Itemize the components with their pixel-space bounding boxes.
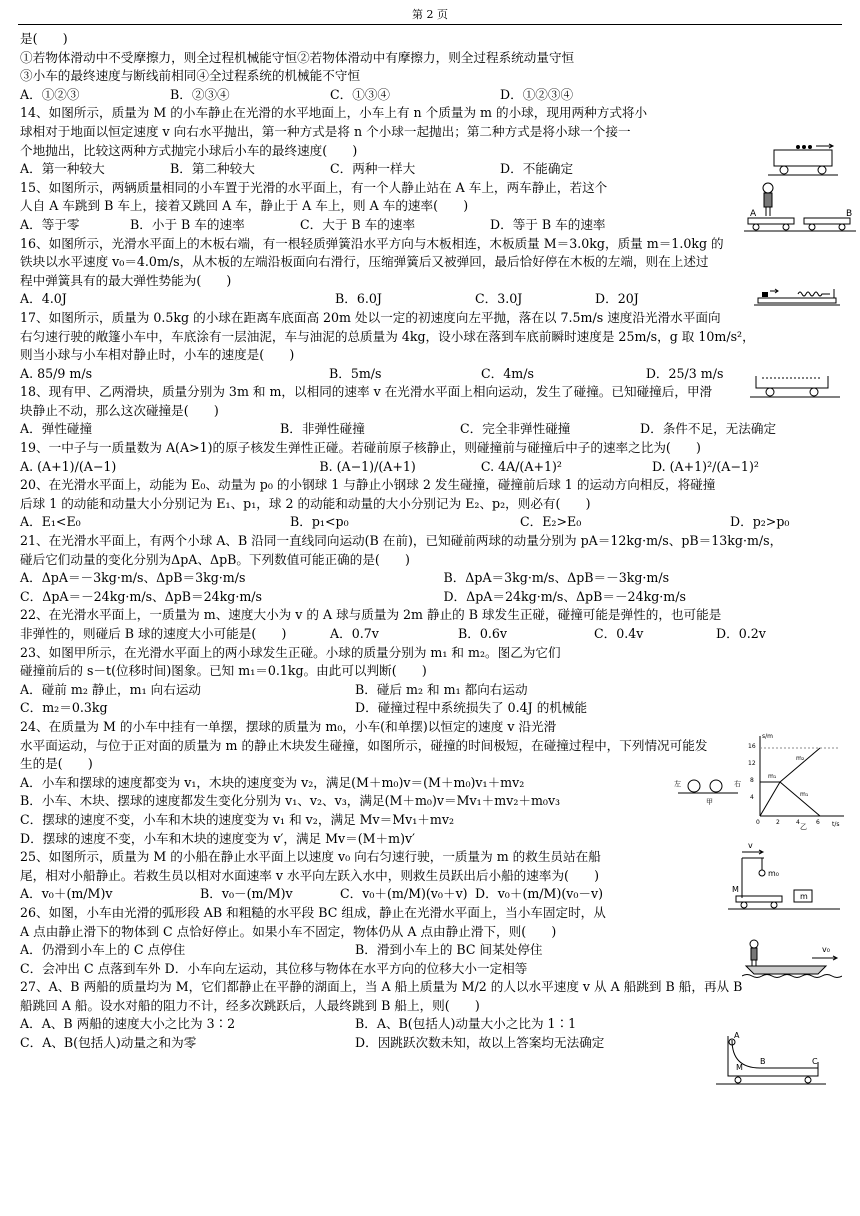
q16-line: 铁块以水平速度 v₀＝4.0m/s，从木板的左端沿板面向右滑行，压缩弹簧后又被弹回，最后恰好停在木板的左端，则在上述过 (20, 254, 709, 270)
q17-truck-figure (750, 372, 840, 400)
q15-line: 15、如图所示，两辆质量相同的小车置于光滑的水平面上，有一个人静止站在 A 车上，两车静止，若这个 (20, 179, 608, 195)
q20-line: 后球 1 的动能和动量大小分别记为 E₁、p₁，球 2 的动能和动量的大小分别记为 E₂、p₂，则必有( ) (20, 495, 591, 511)
q13-options (20, 86, 842, 105)
option: D．25/3 m/s (645, 365, 724, 381)
intro-line: ①若物体滑动中不受摩擦力，则全过程机械能守恒②若物体滑动中有摩擦力，则全过程系统动量守恒 (20, 49, 575, 65)
q23-line: 碰撞前后的 s－t(位移时间)图象。已知 m₁＝0.1kg。由此可以判断( ) (20, 663, 427, 679)
option: D．p₂>p₀ (730, 514, 790, 530)
option: B．第二种较大 (170, 161, 255, 177)
option: A．4.0J (20, 291, 67, 307)
q19-line: 19、一中子与一质量数为 A(A>1)的原子核发生弹性正碰。若碰前原子核静止，则碰撞前与碰撞后中子的速率之比为( ) (20, 440, 701, 456)
q20-line: 20、在光滑水平面上，动能为 E₀、动量为 p₀ 的小钢球 1 与静止小钢球 2 发生碰撞，碰撞前后球 1 的运动方向相反，将碰撞 (20, 477, 716, 493)
option: A．①②③ (20, 86, 80, 102)
option: B．0.6v (458, 626, 507, 641)
q26-option: C．会冲出 C 点落到车外 D．小车向左运动，其位移与物体在水平方向的位移大小一定相等 (20, 960, 528, 976)
option: A．ΔpA＝－3kg·m/s、ΔpB＝3kg·m/s (20, 570, 246, 586)
svg-text:M: M (732, 885, 739, 894)
option: A. 85/9 m/s (20, 365, 93, 381)
q15-options (20, 216, 842, 235)
option: D．不能确定 (500, 161, 574, 177)
q26-line: A 点由静止滑下的物体到 C 点恰好停止。如果小车不固定，物体仍从 A 点由静止滑下，则( ) (20, 923, 557, 939)
svg-text:左: 左 (674, 780, 681, 788)
q22-tail (20, 625, 842, 644)
option: C．ΔpA＝－24kg·m/s、ΔpB＝24kg·m/s (20, 588, 263, 604)
option: C．E₂>E₀ (520, 514, 582, 530)
option: A. (A+1)/(A−1) (20, 458, 117, 474)
q16-options (20, 290, 842, 309)
svg-text:v: v (748, 841, 753, 850)
option: D．碰撞过程中系统损失了 0.4J 的机械能 (355, 700, 588, 716)
svg-text:甲: 甲 (706, 798, 713, 806)
q14-cart-figure (768, 142, 838, 178)
option: C．大于 B 车的速率 (300, 216, 416, 232)
option: B. (A−1)/(A+1) (319, 458, 416, 474)
option: B．小于 B 车的速率 (130, 216, 245, 232)
q15-two-carts-figure (744, 180, 856, 236)
q17-line: 17、如图所示，质量为 0.5kg 的小球在距离车底面高 20m 处以一定的初速度向左平抛，落在以 7.5m/s 速度沿光滑水平面向 (20, 309, 721, 325)
q25-options (20, 885, 842, 904)
svg-text:m₂: m₂ (796, 755, 805, 762)
q14-line: 14、如图所示，质量为 M 的小车静止在光滑的水平地面上，小车上有 n 个质量为 m 的小球，现用两种方式将小 (20, 105, 648, 121)
q22-line: 22、在光滑水平面上，一质量为 m、速度大小为 v 的 A 球与质量为 2m 静止的 B 球发生正碰，碰撞可能是弹性的，也可能是 (20, 607, 722, 623)
svg-text:4: 4 (750, 794, 754, 801)
option: C．完全非弹性碰撞 (460, 421, 571, 437)
svg-text:16: 16 (748, 743, 756, 750)
option: B．5m/s (328, 365, 382, 381)
svg-text:0: 0 (756, 819, 760, 826)
svg-text:m: m (800, 892, 808, 901)
q21-options (20, 588, 842, 607)
label-A: A (750, 209, 757, 219)
q25-line: 尾，相对小船静止。若救生员以相对水面速率 v 水平向左跃入水中，则救生员跃出后小船的速率为( ) (20, 867, 600, 883)
q16-line: 程中弹簧具有的最大弹性势能为( ) (20, 272, 232, 288)
option: D．ΔpA＝24kg·m/s、ΔpB＝－24kg·m/s (443, 588, 686, 604)
svg-text:s/m: s/m (762, 733, 773, 740)
label-B: B (846, 209, 853, 219)
option: C. 4A/(A+1)² (480, 458, 562, 474)
svg-text:8: 8 (750, 777, 754, 784)
intro-line: 是( ) (20, 31, 68, 46)
header-rule (18, 24, 842, 25)
svg-text:A: A (734, 1031, 740, 1040)
q18-line: 18、现有甲、乙两滑块，质量分别为 3m 和 m，以相同的速率 v 在光滑水平面上相向运动，发生了碰撞。已知碰撞后，甲滑 (20, 384, 713, 400)
option: D．等于 B 车的速率 (490, 216, 606, 232)
q14-options (20, 160, 842, 179)
q23-collision-figure (672, 730, 852, 830)
page-header: 第 2 页 (412, 8, 448, 21)
q26-options (20, 941, 842, 960)
q18-options (20, 420, 842, 439)
svg-text:6: 6 (816, 819, 820, 826)
q21-line: 碰后它们动量的变化分别为ΔpA、ΔpB。下列数值可能正确的是( ) (20, 551, 410, 567)
option: B．p₁<p₀ (290, 514, 349, 530)
q15-line: 人自 A 车跳到 B 车上，接着又跳回 A 车，静止于 A 车上，则 A 车的速率( ) (20, 198, 469, 214)
option: C．3.0J (475, 291, 523, 307)
option: B．非弹性碰撞 (280, 421, 365, 437)
option: D．①②③④ (500, 86, 574, 102)
option: D. (A+1)²/(A−1)² (651, 458, 759, 474)
intro-line: ③小车的最终速度与断线前相同④全过程系统的机械能不守恒 (20, 68, 361, 84)
option: C．4m/s (481, 365, 534, 381)
q26-slide-cart-figure (716, 1026, 826, 1088)
q21-line: 21、在光滑水平面上，有两个小球 A、B 沿同一直线同向运动(B 在前)，已知碰前两球的动量分别为 pA＝12kg·m/s、pB＝13kg·m/s， (20, 533, 783, 549)
q23-options (20, 681, 842, 700)
stem: 非弹性的，则碰后 B 球的速度大小可能是( ) (20, 626, 287, 641)
q14-line: 个地抛出，比较这两种方式抛完小球后小车的最终速度( ) (20, 142, 358, 158)
q24-option: C．摆球的速度不变，小车和木块的速度变为 v₁ 和 v₂，满足 Mv＝Mv₁＋mv₂ (20, 811, 454, 827)
q17-line: 则当小球与小车相对静止时，小车的速度是( ) (20, 347, 295, 363)
svg-text:v₀: v₀ (822, 945, 830, 954)
svg-text:M: M (736, 1063, 743, 1072)
q17-options (20, 365, 842, 384)
option: B．滑到小车上的 BC 间某处停住 (355, 942, 543, 958)
q24-line: 水平面运动，与位于正对面的质量为 m 的静止木块发生碰撞，如图所示，碰撞的时间极短，在碰撞过程中，下列情况可能发 (20, 737, 708, 753)
option: A．第一种较大 (20, 161, 105, 177)
q19-options (20, 458, 842, 477)
option: B．6.0J (335, 291, 382, 307)
q25-boat-figure (742, 938, 842, 986)
option: B．ΔpA＝3kg·m/s、ΔpB＝－3kg·m/s (443, 570, 670, 586)
q21-options (20, 569, 842, 588)
q23-line: 23、如图甲所示，在光滑水平面上的两小球发生正碰。小球的质量分别为 m₁ 和 m₂。图乙为它们 (20, 644, 561, 660)
q16-board-spring-figure (754, 286, 840, 308)
option: A．v₀＋(m/M)v (20, 886, 113, 902)
svg-text:12: 12 (748, 760, 756, 767)
q25-line: 25、如图所示，质量为 M 的小船在静止水平面上以速度 v₀ 向右匀速行驶，一质量为 m 的救生员站在船 (20, 849, 601, 865)
q14-line: 球相对于地面以恒定速度 v 向右水平抛出，第一种方式是将 n 个小球一起抛出；第二种方式是将小球一个接一 (20, 123, 631, 139)
q17-line: 右匀速行驶的敞篷小车中，车底涂有一层油泥，车与油泥的总质量为 4kg，设小球在落到车底前瞬时速度是 25m/s，g 取 10m/s²， (20, 328, 755, 344)
option: B．A、B(包括人)动量大小之比为 1∶1 (355, 1016, 577, 1032)
svg-text:t/s: t/s (832, 821, 840, 828)
q27-line: 27、A、B 两船的质量均为 M，它们都静止在平静的湖面上，当 A 船上质量为 M/2 的人以水平速度 v 从 A 船跳到 B 船，再从 B (20, 979, 743, 995)
option: C．①③④ (330, 86, 391, 102)
svg-text:B: B (760, 1057, 766, 1066)
option: A．E₁<E₀ (20, 514, 81, 530)
option: D．条件不足，无法确定 (640, 421, 777, 437)
option: C．两种一样大 (330, 161, 416, 177)
q24-option: B．小车、木块、摆球的速度都发生变化分别为 v₁、v₂、v₃，满足(M＋m₀)v＝Mv₁＋mv₂＋m₀v₃ (20, 793, 561, 809)
q24-line: 生的是( ) (20, 756, 93, 772)
option: B．v₀－(m/M)v (200, 886, 293, 902)
option: B．②③④ (170, 86, 230, 102)
svg-text:乙: 乙 (800, 823, 807, 830)
option: D．0.2v (716, 626, 766, 641)
option: A．A、B 两船的速度大小之比为 3∶2 (20, 1016, 236, 1032)
option: C．0.4v (594, 626, 644, 641)
option: C．A、B(包括人)动量之和为零 (20, 1035, 197, 1051)
q24-option: D．摆球的速度不变，小车和木块的速度变为 v′，满足 Mv＝(M＋m)v′ (20, 830, 415, 846)
svg-text:m₁: m₁ (768, 773, 777, 780)
option: A．等于零 (20, 216, 80, 232)
exam-content (20, 30, 842, 1053)
q26-line: 26、如图，小车由光滑的弧形段 AB 和粗糙的水平段 BC 组成，静止在光滑水平面上，当小车固定时，从 (20, 904, 606, 920)
option: A．仍滑到小车上的 C 点停住 (20, 942, 186, 958)
option: B．碰后 m₂ 和 m₁ 都向右运动 (355, 681, 528, 697)
q16-line: 16、如图所示，光滑水平面上的木板右端，有一根轻质弹簧沿水平方向与木板相连，木板质量 M＝3.0kg，质量 m＝1.0kg 的 (20, 235, 724, 251)
option: A．0.7v (330, 626, 379, 641)
svg-text:m₀: m₀ (768, 869, 779, 878)
q20-options (20, 513, 842, 532)
q27-line: 船跳回 A 船。设水对船的阻力不计，经多次跳跃后，人最终跳到 B 船上，则( ) (20, 997, 480, 1013)
option: D．因跳跃次数未知，故以上答案均无法确定 (355, 1035, 605, 1051)
option: A．碰前 m₂ 静止，m₁ 向右运动 (20, 681, 202, 697)
option: C．m₂＝0.3kg (20, 700, 108, 716)
q24-option: A．小车和摆球的速度都变为 v₁，木块的速度变为 v₂，满足(M＋m₀)v＝(M＋m₀)v₁＋mv₂ (20, 774, 525, 790)
q24-pendulum-cart-figure (728, 840, 848, 912)
option: D．v₀＋(m/M)(v₀－v) (475, 886, 604, 902)
q24-line: 24、在质量为 M 的小车中挂有一单摆，摆球的质量为 m₀，小车(和单摆)以恒定的速度 v 沿光滑 (20, 718, 557, 734)
option: D．20J (595, 291, 639, 307)
svg-text:右: 右 (734, 780, 741, 788)
q18-line: 块静止不动，那么这次碰撞是( ) (20, 402, 219, 418)
svg-text:C: C (812, 1057, 818, 1066)
option: A．弹性碰撞 (20, 421, 93, 437)
option: C．v₀＋(m/M)(v₀＋v) (340, 886, 468, 902)
svg-text:m₁: m₁ (800, 791, 809, 798)
svg-text:2: 2 (776, 819, 780, 826)
svg-text:4: 4 (796, 819, 800, 826)
q23-options (20, 699, 842, 718)
